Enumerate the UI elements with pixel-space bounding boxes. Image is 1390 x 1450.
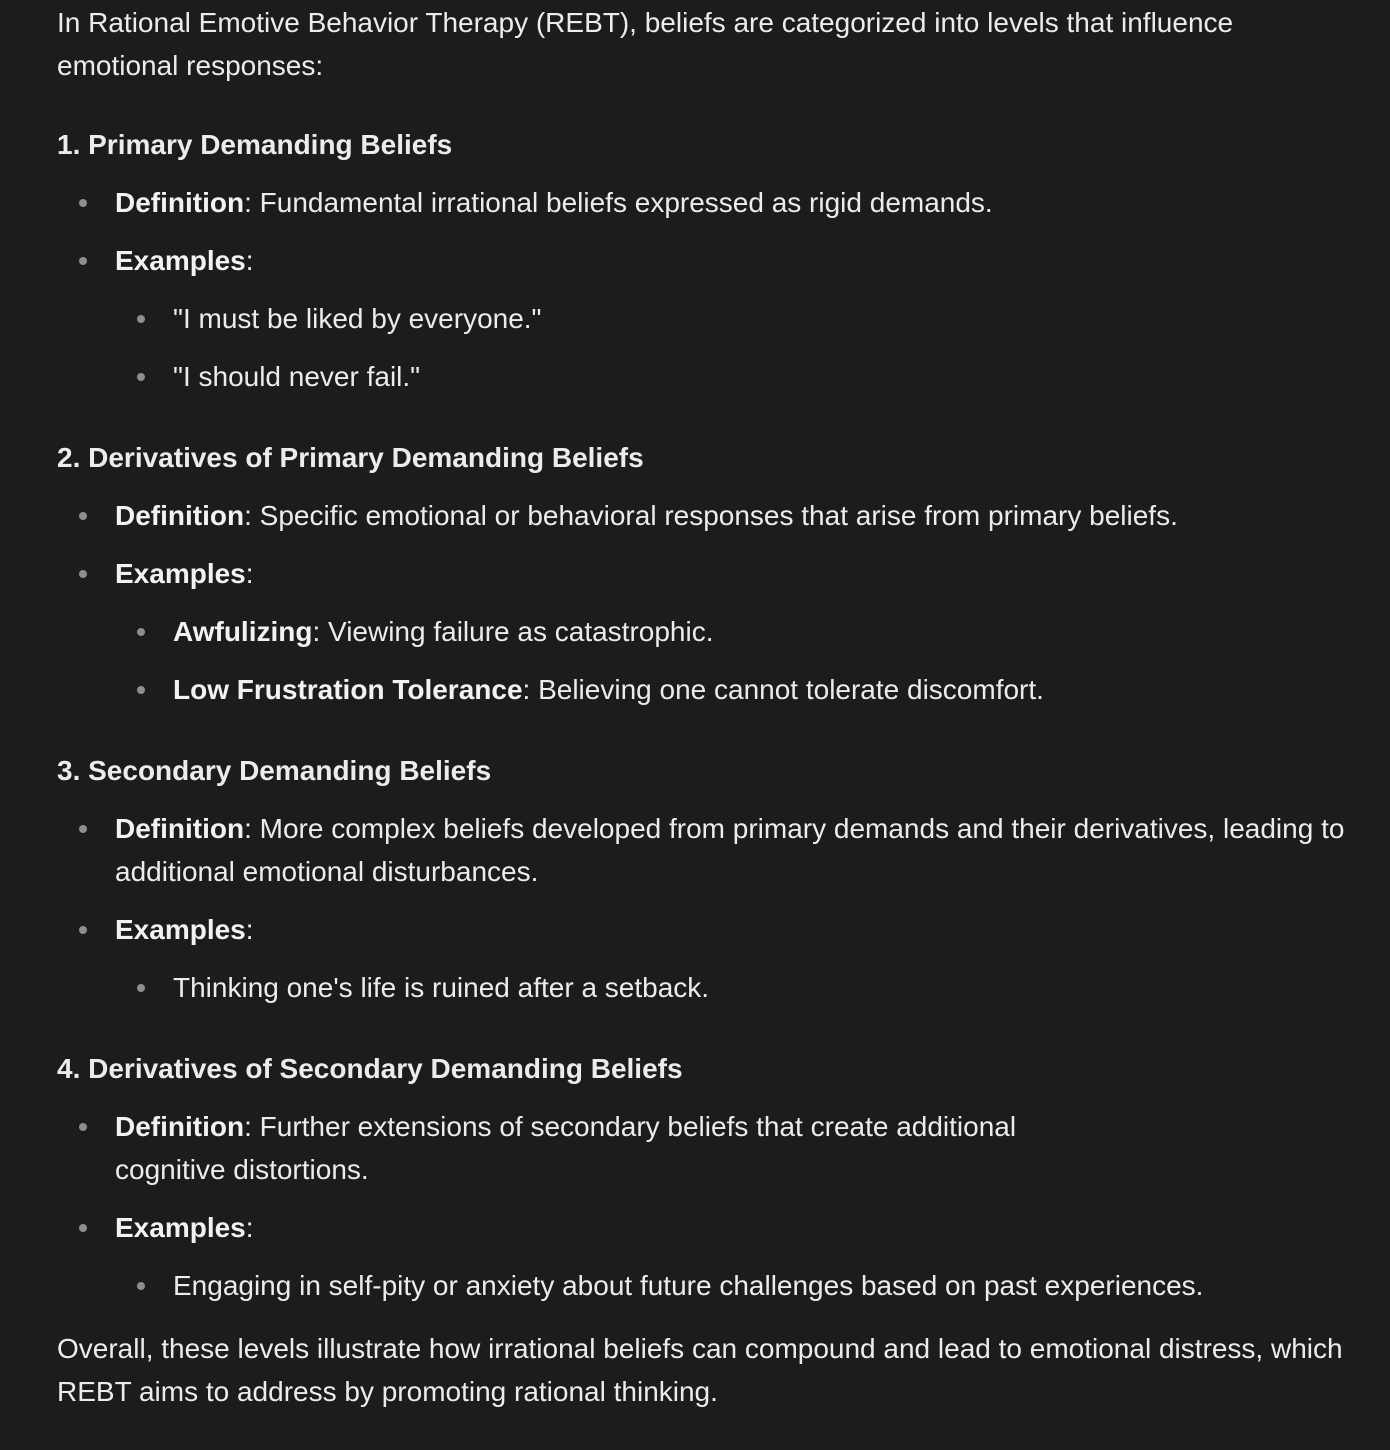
definition-text: : Specific emotional or behavioral responses that arise from primary beliefs. bbox=[244, 500, 1178, 531]
intro-paragraph: In Rational Emotive Behavior Therapy (REBT), beliefs are categorized into levels that influence emotional responses: bbox=[57, 7, 1234, 81]
examples-item bbox=[57, 239, 1347, 398]
examples-label: Examples bbox=[115, 558, 246, 589]
definition-item bbox=[57, 181, 1347, 224]
definition-label: Definition bbox=[115, 1111, 245, 1142]
examples-list bbox=[115, 1264, 1347, 1307]
bullet-icon bbox=[79, 825, 87, 833]
section-title: 1. Primary Demanding Beliefs bbox=[57, 129, 453, 160]
bullet-icon bbox=[137, 373, 145, 381]
definition-text: : More complex beliefs developed from primary demands and their derivatives, leading to additional emotional disturbances. bbox=[115, 813, 1345, 887]
example-label: Awfulizing bbox=[173, 616, 313, 647]
examples-label: Examples bbox=[115, 914, 246, 945]
section-title: 3. Secondary Demanding Beliefs bbox=[57, 755, 492, 786]
example-text: "I must be liked by everyone." bbox=[173, 303, 542, 334]
definition-label: Definition bbox=[115, 813, 245, 844]
section-list bbox=[57, 1105, 1347, 1307]
outro-paragraph: Overall, these levels illustrate how irrational beliefs can compound and lead to emotional distress, which REBT aims to address by promoting rational thinking. bbox=[57, 1333, 1343, 1407]
example-label: Low Frustration Tolerance bbox=[173, 674, 523, 705]
examples-item bbox=[57, 552, 1347, 711]
examples-label: Examples bbox=[115, 1212, 246, 1243]
example-item bbox=[115, 355, 1347, 398]
bullet-icon bbox=[137, 628, 145, 636]
definition-item bbox=[57, 807, 1347, 893]
example-item bbox=[115, 1264, 1347, 1307]
examples-suffix: : bbox=[245, 245, 254, 276]
definition-item bbox=[57, 1105, 1347, 1191]
examples-item bbox=[57, 1206, 1347, 1307]
example-item bbox=[115, 668, 1347, 711]
bullet-icon bbox=[137, 1282, 145, 1290]
examples-list bbox=[115, 610, 1347, 711]
definition-text: : Further extensions of secondary beliefs that create additional cognitive distortions. bbox=[115, 1111, 1017, 1185]
section-title: 4. Derivatives of Secondary Demanding Beliefs bbox=[57, 1053, 683, 1084]
example-item bbox=[115, 966, 1347, 1009]
bullet-icon bbox=[79, 512, 87, 520]
examples-list bbox=[115, 297, 1347, 398]
example-text: "I should never fail." bbox=[173, 361, 421, 392]
bullet-icon bbox=[79, 1224, 87, 1232]
bullet-icon bbox=[137, 315, 145, 323]
bullet-icon bbox=[137, 984, 145, 992]
examples-suffix: : bbox=[245, 1212, 254, 1243]
example-item bbox=[115, 297, 1347, 340]
example-text: Thinking one's life is ruined after a setback. bbox=[173, 972, 710, 1003]
examples-label: Examples bbox=[115, 245, 246, 276]
definition-label: Definition bbox=[115, 500, 245, 531]
bullet-icon bbox=[137, 686, 145, 694]
definition-label: Definition bbox=[115, 187, 245, 218]
examples-suffix: : bbox=[245, 558, 254, 589]
bullet-icon bbox=[79, 570, 87, 578]
section-list bbox=[57, 494, 1347, 711]
bullet-icon bbox=[79, 1123, 87, 1131]
examples-suffix: : bbox=[245, 914, 254, 945]
definition-item bbox=[57, 494, 1347, 537]
section-list bbox=[57, 807, 1347, 1009]
bullet-icon bbox=[79, 199, 87, 207]
section-title: 2. Derivatives of Primary Demanding Beliefs bbox=[57, 442, 644, 473]
example-text: Engaging in self-pity or anxiety about future challenges based on past experiences. bbox=[173, 1270, 1204, 1301]
bullet-icon bbox=[79, 257, 87, 265]
section-list bbox=[57, 181, 1347, 398]
example-text: : Believing one cannot tolerate discomfort. bbox=[522, 674, 1044, 705]
bullet-icon bbox=[79, 926, 87, 934]
examples-list bbox=[115, 966, 1347, 1009]
example-item bbox=[115, 610, 1347, 653]
example-text: : Viewing failure as catastrophic. bbox=[312, 616, 714, 647]
examples-item bbox=[57, 908, 1347, 1009]
message-content bbox=[57, 0, 1347, 1413]
definition-text: : Fundamental irrational beliefs expressed as rigid demands. bbox=[244, 187, 993, 218]
